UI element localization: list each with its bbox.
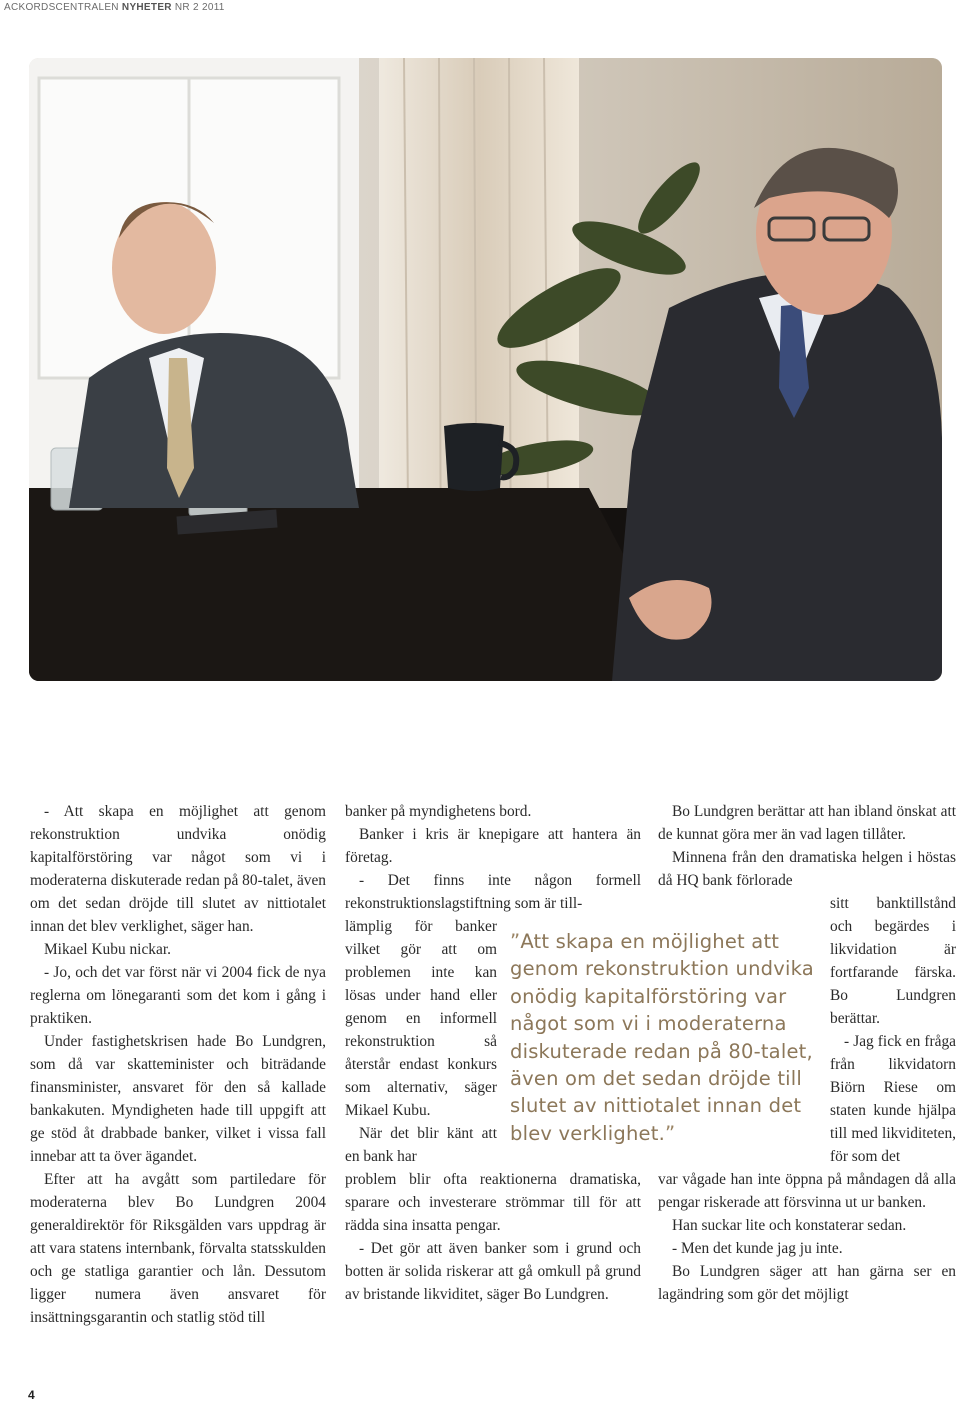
paragraph: - Det finns inte någon formell rekonstruktionslagstiftning som är till- bbox=[345, 872, 641, 912]
paragraph: var vågade han inte öppna på måndagen då alla pengar riskerade att försvinna ut ur banken. bbox=[658, 1171, 956, 1211]
paragraph: Banker i kris är knepigare att hantera än företag. bbox=[345, 826, 641, 866]
paragraph: - Men det kunde jag ju inte. bbox=[672, 1240, 843, 1257]
paragraph: sitt banktillstånd och begärdes i likvidation är fortfarande färska. Bo Lundgren berättar. bbox=[830, 895, 956, 1027]
running-header bbox=[4, 2, 225, 13]
article-column-1 bbox=[30, 800, 326, 1329]
paragraph: Minnena från den dramatiska helgen i höstas då HQ bank förlorade bbox=[658, 849, 956, 889]
pull-quote-text: Att skapa en möjlighet att genom rekonstruktion undvika onödig kapitalförstöring var något som vi i moderaterna diskuterade redan på 80-talet, även om det sedan dröjde till slutet av nittiotalet innan det blev verklighet. bbox=[510, 930, 814, 1145]
header-section: NYHETER bbox=[121, 2, 172, 13]
paragraph: Bo Lundgren berättar att han ibland önskat att de kunnat göra mer än vad lagen tillåter. bbox=[658, 803, 956, 843]
page-number: 4 bbox=[28, 1388, 35, 1402]
paragraph: Under fastighetskrisen hade Bo Lundgren, som då var skatteminister och biträdande finansminister, ansvaret för den så kallade bankakuten. Myndigheten hade till uppgift att ge stöd åt drabbade banker, vilket i vissa fall innebar att ta över ägandet. bbox=[30, 1033, 326, 1165]
paragraph: - Jo, och det var först när vi 2004 fick de nya reglerna om lönegaranti som det kom i gång i praktiken. bbox=[30, 964, 326, 1027]
paragraph: problem blir ofta reaktionerna dramatiska, sparare och investerare strömmar till för att rädda sina insatta pengar. bbox=[345, 1171, 641, 1234]
header-publication: ACKORDSCENTRALEN bbox=[4, 2, 119, 13]
paragraph: När det blir känt att en bank har bbox=[345, 1125, 497, 1165]
paragraph: Bo Lundgren säger att han gärna ser en lagändring som gör det möjligt bbox=[658, 1263, 956, 1303]
article-column-3 bbox=[658, 800, 956, 1306]
paragraph: - Att skapa en möjlighet att genom rekonstruktion undvika onödig kapitalförstöring var något som vi i moderaterna diskuterade redan på 80-talet, även om det sedan dröjde till slutet av nittiotalet innan det blev verklighet, säger han. bbox=[30, 803, 326, 935]
paragraph: lämplig för banker vilket gör att om problemen inte kan lösas under hand eller genom en informell rekonstruktion så återstår endast konkurs som alternativ, säger Mikael Kubu. bbox=[345, 918, 497, 1119]
two-men-at-table-photo bbox=[29, 58, 942, 681]
paragraph: Efter att ha avgått som partiledare för moderaterna blev Bo Lundgren 2004 generaldirektör för Riksgälden vars uppdrag är att vara statens internbank, förvalta statsskulden och ge statliga garantier och lån. Dessutom ligger numera även ansvaret för insättningsgarantin och statlig stöd till bbox=[30, 1171, 326, 1326]
paragraph: banker på myndighetens bord. bbox=[345, 803, 532, 820]
paragraph: Han suckar lite och konstaterar sedan. bbox=[672, 1217, 907, 1234]
paragraph: - Det gör att även banker som i grund och botten är solida riskerar att gå omkull på grund av bristande likviditet, säger Bo Lundgren. bbox=[345, 1240, 641, 1303]
open-quote-mark: ” bbox=[510, 930, 521, 953]
header-issue: NR 2 2011 bbox=[174, 2, 225, 13]
article-photo bbox=[29, 58, 942, 681]
close-quote-mark: ” bbox=[665, 1121, 676, 1145]
paragraph: Mikael Kubu nickar. bbox=[44, 941, 171, 958]
paragraph: - Jag fick en fråga från likvidatorn Biörn Riese om staten kunde hjälpa till med likviditeten, för som det bbox=[830, 1033, 956, 1165]
